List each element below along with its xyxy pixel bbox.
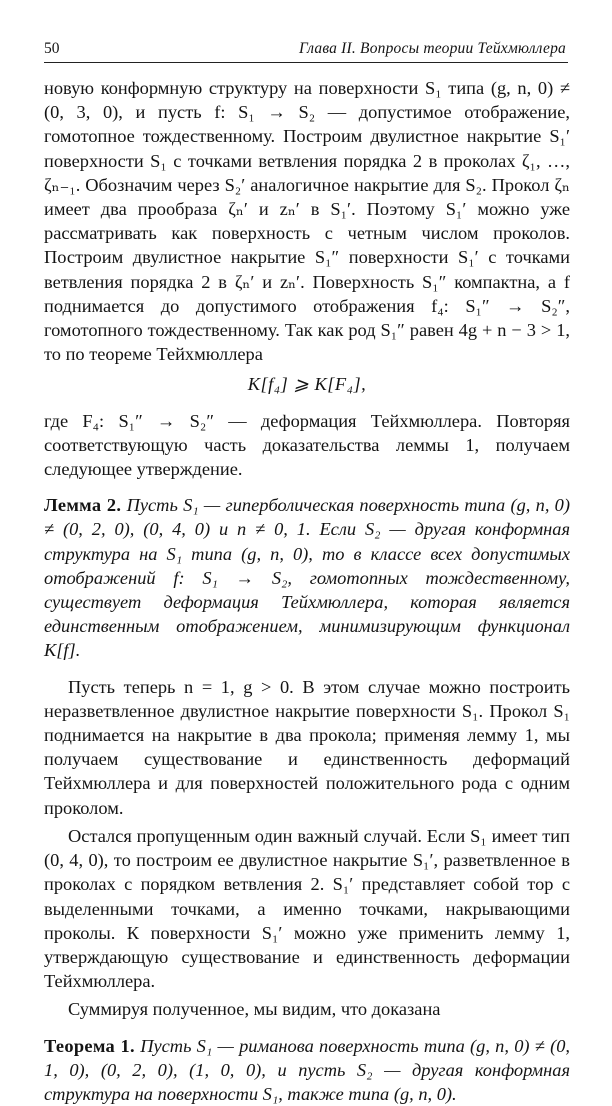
- lemma-label: Лемма 2.: [44, 495, 122, 516]
- page-header: [44, 38, 568, 63]
- theorem-text: Пусть S₁ — риманова поверхность типа (g, n, 0) ≠ (0, 1, 0), (0, 2, 0), (1, 0, 0), и пусть S₂ — другая конформная структура на поверхности S₁, также типа (g, n, 0).: [44, 1035, 570, 1104]
- lemma-text: Пусть S₁ — гиперболическая поверхность типа (g, n, 0) ≠ (0, 2, 0), (0, 4, 0) и n ≠ 0, 1. Если S₂ — другая конформная структура на S₁ типа (g, n, 0), то в классе всех допустимых отображений f: S₁ → S₂, гомотопных тождественному, существует деформация Тейхмюллера, которая является единственным отображением, минимизирующим функционал K[f].: [44, 495, 570, 661]
- display-formula: K[f₄] ⩾ K[F₄],: [247, 374, 367, 395]
- running-title: Глава II. Вопросы теории Тейхмюллера: [299, 40, 566, 57]
- theorem-1: [44, 1034, 570, 1106]
- theorem-label: Теорема 1.: [44, 1035, 135, 1056]
- paragraph-4: Остался пропущенным один важный случай. Если S₁ имеет тип (0, 4, 0), то построим ее двулистное накрытие S₁′, разветвленное в проколах с порядком ветвления 2. S₁′ представляет собой тор с выделенными точками, а именно точками, накрывающими проколы. К поверхности S₁′ можно уже применить лемму 1, утверждающую существование и единственность деформации Тейхмюллера.: [44, 825, 570, 992]
- paragraph-2: где F₄: S₁″ → S₂″ — деформация Тейхмюллера. Повторяя соответствующую часть доказательства леммы 1, получаем следующее утверждение.: [44, 410, 570, 480]
- page-body: [44, 76, 570, 1106]
- paragraph-5: Суммируя полученное, мы видим, что доказана: [68, 999, 441, 1020]
- lemma-2: [44, 493, 570, 662]
- paragraph-1: новую конформную структуру на поверхности S₁ типа (g, n, 0) ≠ (0, 3, 0), и пусть f: S₁ → S₂ — допустимое отображение, гомотопное тождественному. Построим двулистное накрытие S₁′ поверхности S₁ с точками ветвления порядка 2 в проколах ζ₁, …, ζₙ₋₁. Обозначим через S₂′ аналогичное накрытие для S₂. Прокол ζₙ имеет два прообраза ζₙ′ и zₙ′ в S₁′. Поэтому S₁′ можно уже рассматривать как поверхность с четным числом проколов. Построим двулистное накрытие S₁″ поверхности S₁′ с точками ветвления порядка 2 в ζₙ′ и zₙ′. Поверхность S₁″ компактна, а f поднимается до допустимого отображения f₄: S₁″ → S₂″, гомотопного тождественному. Так как род S₁″ равен 4g + n − 3 > 1, то по теореме Тейхмюллера: [44, 78, 570, 365]
- page-number: 50: [44, 40, 60, 57]
- paragraph-3: Пусть теперь n = 1, g > 0. В этом случае можно построить неразветвленное двулистное накрытие поверхности S₁. Прокол S₁ поднимается на накрытие в два прокола; применяя лемму 1, мы получаем существование и единственность деформаций Тейхмюллера и для поверхностей положительного рода с одним проколом.: [44, 676, 570, 818]
